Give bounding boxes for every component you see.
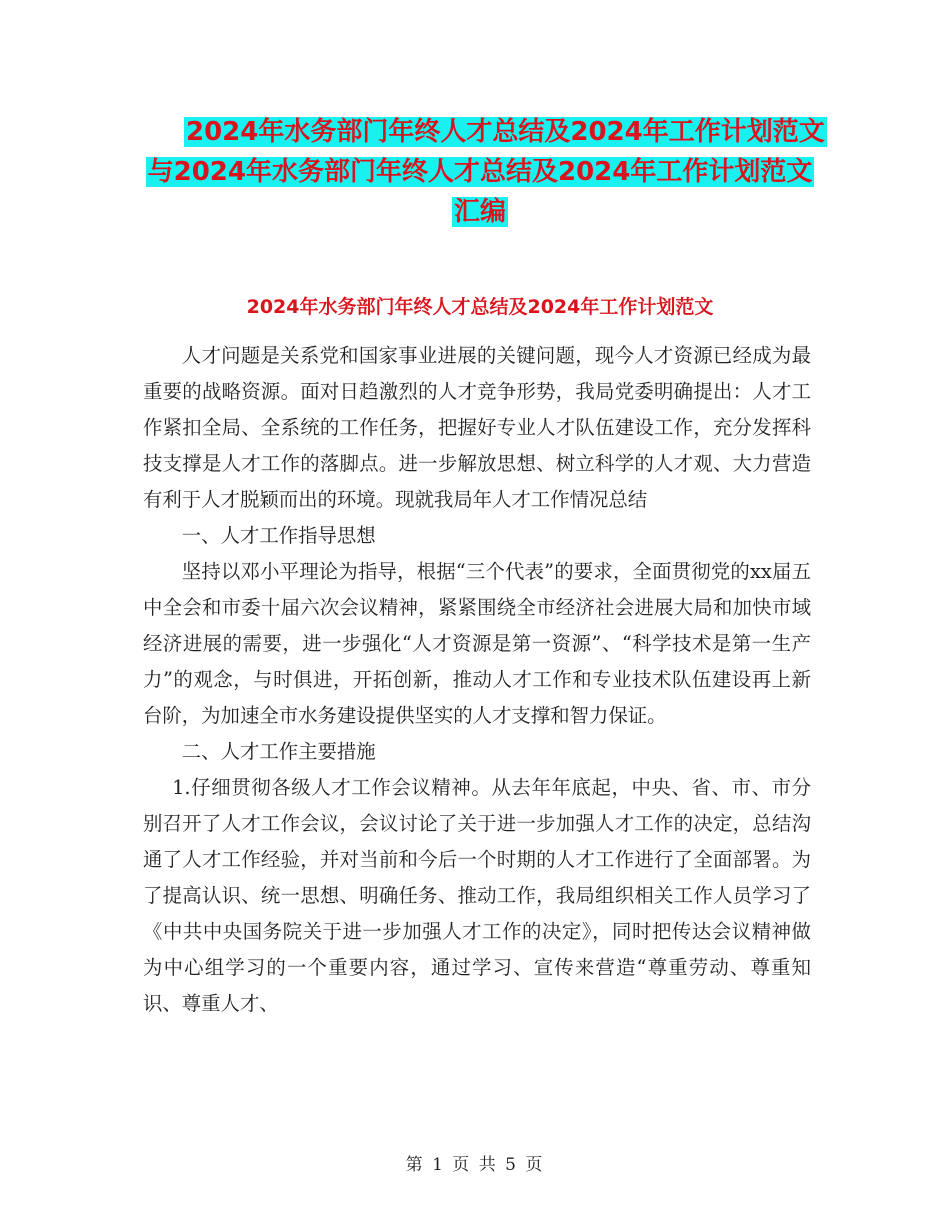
title-line-3: 汇编: [453, 197, 506, 227]
page-footer: 第 1 页 共 5 页: [405, 1155, 545, 1175]
title-line-1: 2024年水务部门年终人才总结及2024年工作计划范文: [186, 117, 825, 147]
body-text: [143, 338, 811, 1022]
heading-guiding-thought: 一、人才工作指导思想: [181, 524, 376, 547]
title-line-2: 与2024年水务部门年终人才总结及2024年工作计划范文: [147, 157, 813, 187]
paragraph-guiding-thought: 坚持以邓小平理论为指导，根据“三个代表”的要求，全面贯彻党的xx届五中全会和市委十届六次会议精神，紧紧围绕全市经济社会进展大局和加快市域经济进展的需要，进一步强化“人才资源是第一资源”、“科学技术是第一生产力”的观念，与时俱进，开拓创新，推动人才工作和专业技术队伍建设再上新台阶，为加速全市水务建设提供坚实的人才支撑和智力保证。: [143, 560, 811, 727]
paragraph-measure-1: 1.仔细贯彻各级人才工作会议精神。从去年年底起，中央、省、市、市分别召开了人才工作会议，会议讨论了关于进一步加强人才工作的决定，总结沟通了人才工作经验，并对当前和今后一个时期的人才工作进行了全面部署。为了提高认识、统一思想、明确任务、推动工作，我局组织相关工作人员学习了《中共中央国务院关于进一步加强人才工作的决定》，同时把传达会议精神做为中心组学习的一个重要内容，通过学习、宣传来营造“尊重劳动、尊重知识、尊重人才、: [143, 776, 811, 1015]
section-title: 2024年水务部门年终人才总结及2024年工作计划范文: [246, 296, 714, 318]
paragraph-intro: 人才问题是关系党和国家事业进展的关键问题，现今人才资源已经成为最重要的战略资源。面对日趋激烈的人才竞争形势，我局党委明确提出：人才工作紧扣全局、全系统的工作任务，把握好专业人才队伍建设工作，充分发挥科技支撑是人才工作的落脚点。进一步解放思想、树立科学的人才观、大力营造有利于人才脱颖而出的环境。现就我局年人才工作情况总结: [143, 344, 811, 511]
document-title: [140, 112, 825, 232]
heading-main-measures: 二、人才工作主要措施: [181, 740, 376, 763]
